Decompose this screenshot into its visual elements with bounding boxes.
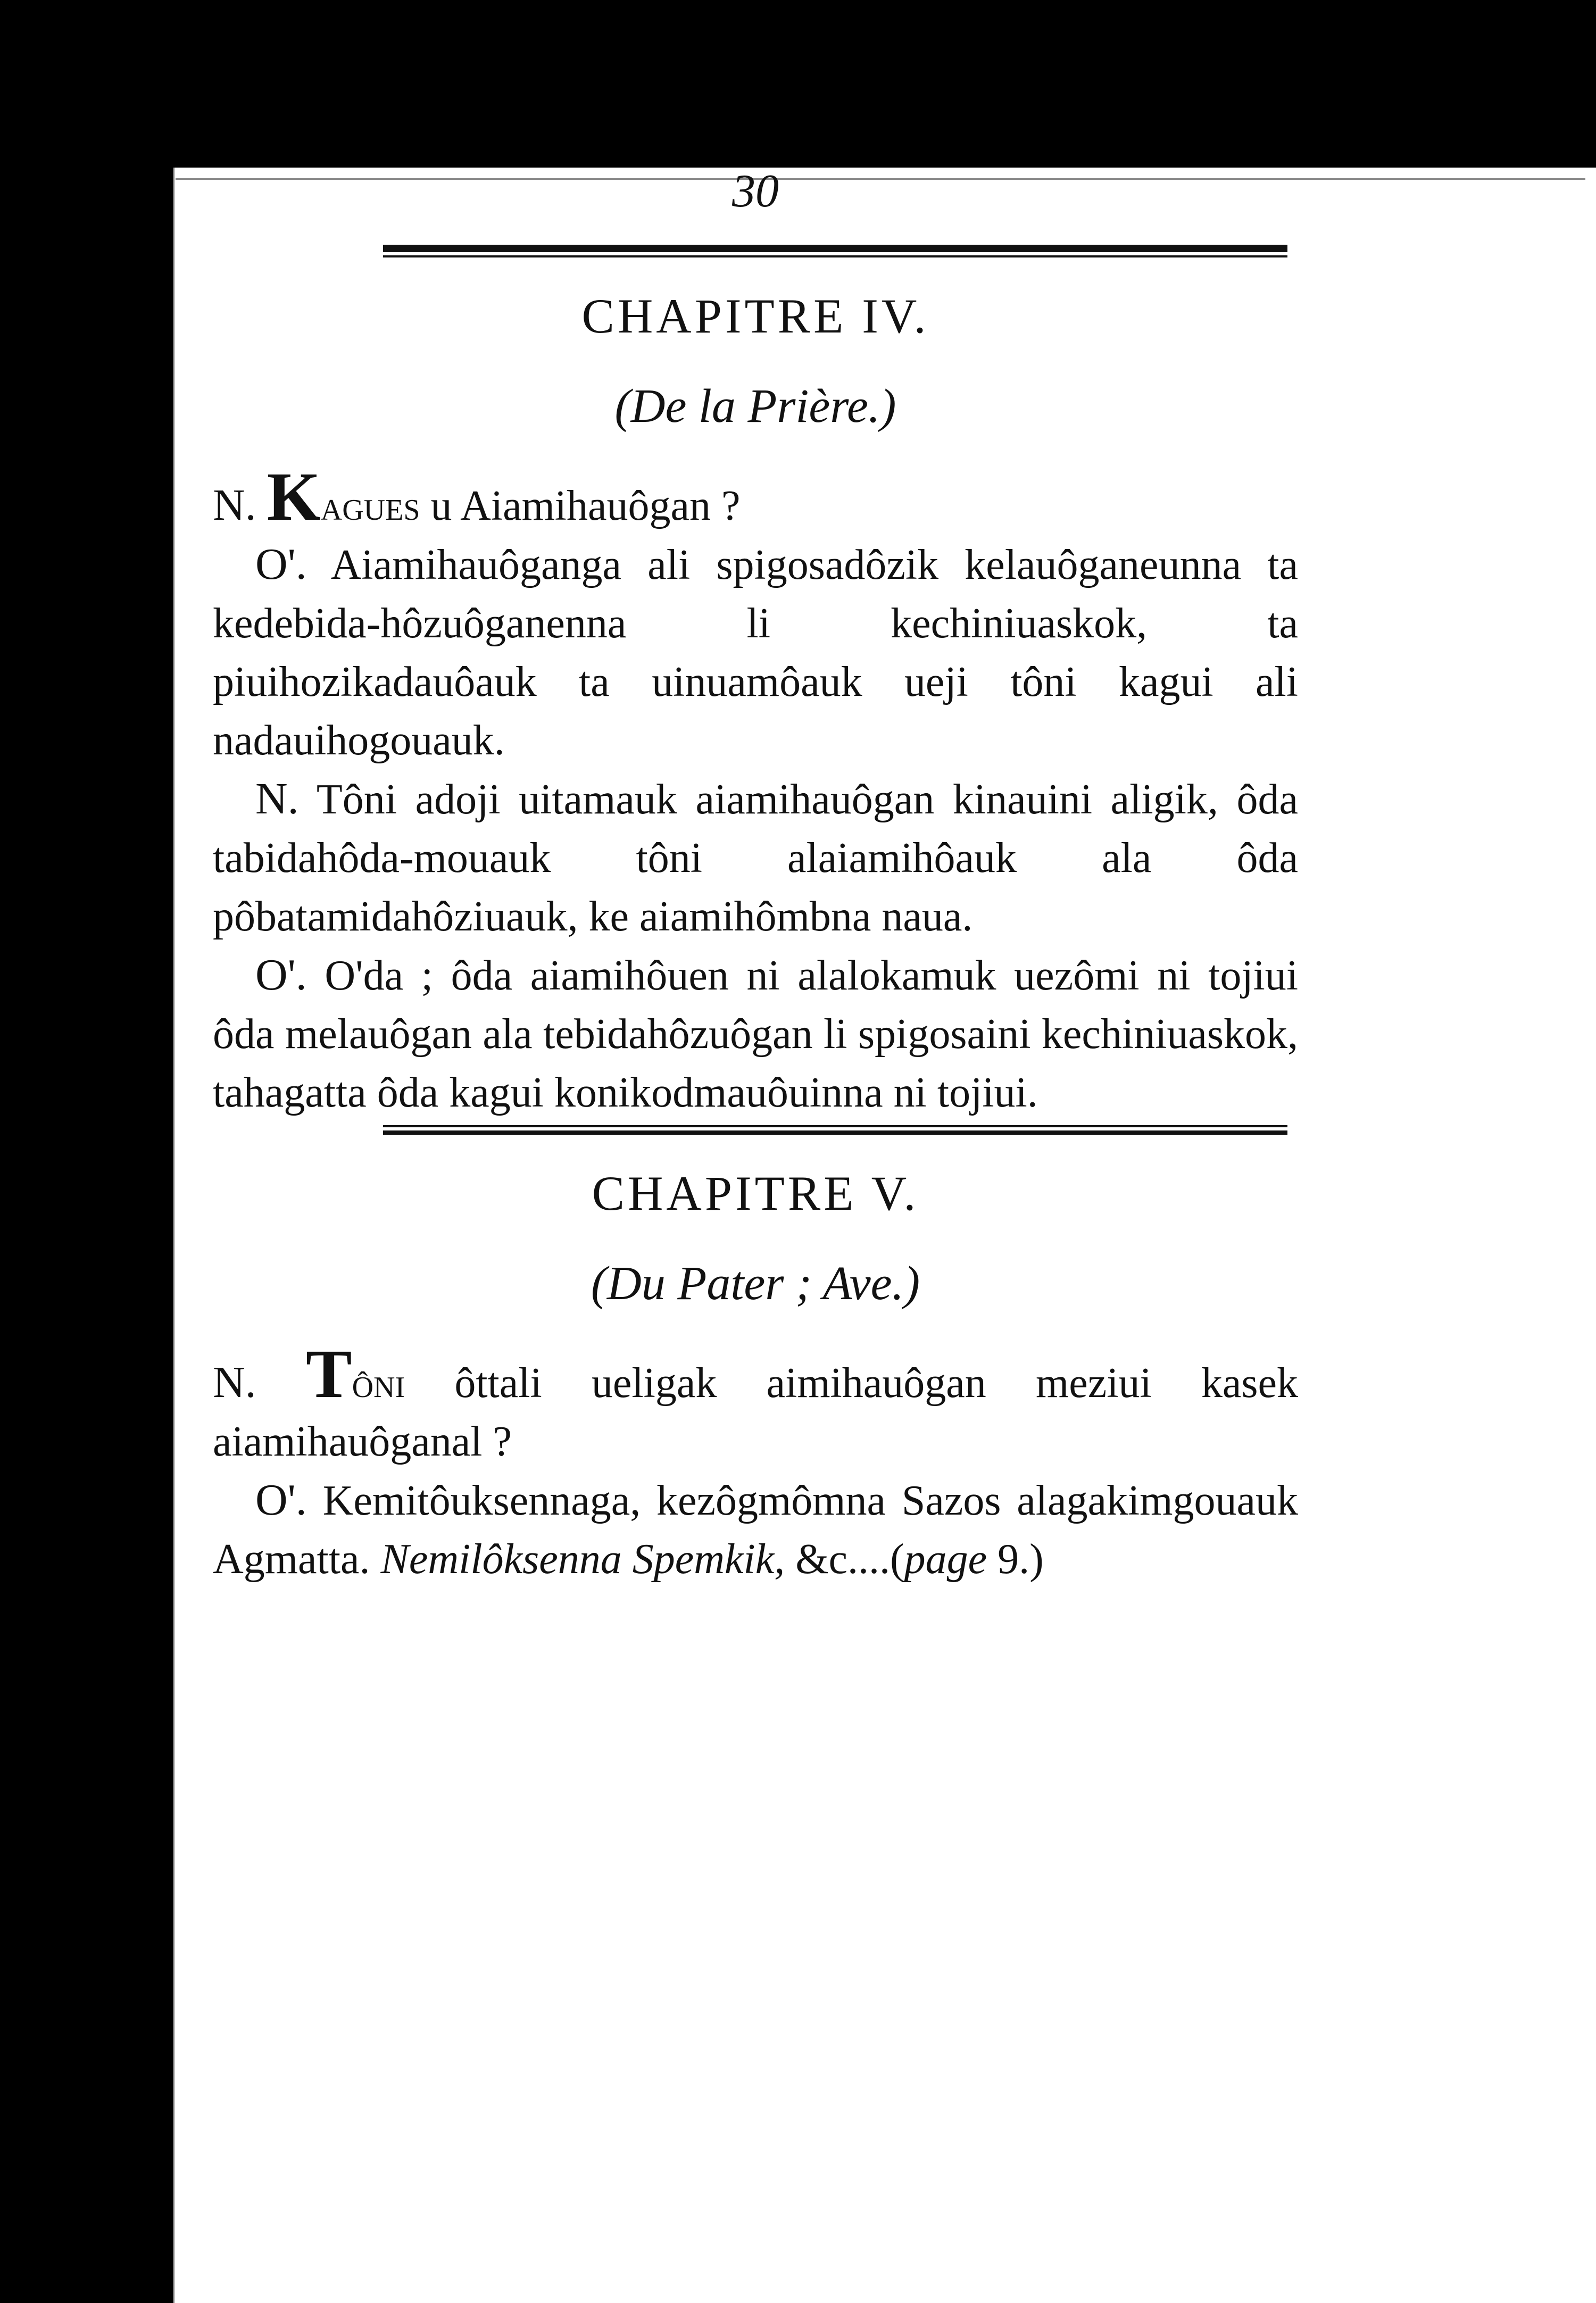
- paragraph-tail-text: &c....(: [785, 1536, 904, 1583]
- page-number: 30: [732, 165, 779, 217]
- chapter-4-subtitle: (De la Prière.): [614, 380, 896, 433]
- chapter-5-title: CHAPITRE V.: [592, 1166, 919, 1220]
- answer-label: O'.: [255, 1475, 307, 1525]
- section-rule-thin: [383, 1125, 1287, 1127]
- page-reference-word: page: [904, 1536, 987, 1583]
- chapter-5-answer-1: [213, 1471, 1298, 1589]
- paragraph-text: u Aiamihauôgan ?: [420, 483, 741, 529]
- paragraph-text: Tôni adoji uitamauk aiamihauôgan kinauini aligik, ôda tabidahôda-mouauk tôni alaiamihôauk ala ôda pôbatamidahôziuauk, ke aiamihômbna naua.: [213, 776, 1298, 940]
- paragraph-italic-text: Nemilôksenna Spemkik,: [380, 1536, 785, 1583]
- header-rule-thin: [383, 255, 1287, 257]
- paragraph-text: Kemitôuksennaga, kezôgmômna Sazos alagakimgouauk Agmatta.: [213, 1477, 1298, 1583]
- chapter-4-answer-1: [213, 535, 1298, 770]
- chapter-5-subtitle: (Du Pater ; Ave.): [591, 1257, 920, 1310]
- chapter-4-question-1: [213, 459, 1298, 535]
- paragraph-text: ôttali ueligak aimihauôgan meziui kasek aiamihauôganal ?: [213, 1360, 1299, 1465]
- paragraph-text: O'da ; ôda aiamihôuen ni alalokamuk uezômi ni tojiui ôda melauôgan ala tebidahôzuôgan li spigosaini kechiniuaskok, tahagatta ôda kagui konikodmauôuinna ni tojiui.: [213, 952, 1299, 1116]
- answer-label: O'.: [255, 539, 307, 589]
- page-reference-number: 9.): [987, 1536, 1044, 1583]
- paragraph-text: Aiamihauôganga ali spigosadôzik kelauôganeunna ta kedebida-hôzuôganenna li kechiniuaskok, ta piuihozikadauôauk ta uinuamôauk ueji tôni kagui ali nadauihogouauk.: [213, 542, 1298, 764]
- question-label: N.: [213, 480, 256, 530]
- chapter-4-answer-2: [213, 946, 1298, 1122]
- section-rule-thick: [383, 1130, 1287, 1135]
- question-label: N.: [213, 1358, 256, 1407]
- smallcaps-word: agues: [320, 483, 420, 529]
- question-label: N.: [255, 774, 299, 824]
- chapter-5-question-1: [213, 1336, 1299, 1471]
- smallcaps-word: ôni: [352, 1360, 405, 1407]
- header-rule-thick: [383, 245, 1287, 252]
- page-content: [213, 160, 1298, 1589]
- dropcap-letter: K: [267, 459, 321, 535]
- chapter-4-title: CHAPITRE IV.: [581, 289, 929, 343]
- answer-label: O'.: [255, 950, 307, 1000]
- chapter-4-question-2: [213, 770, 1298, 946]
- dropcap-letter: T: [305, 1336, 352, 1412]
